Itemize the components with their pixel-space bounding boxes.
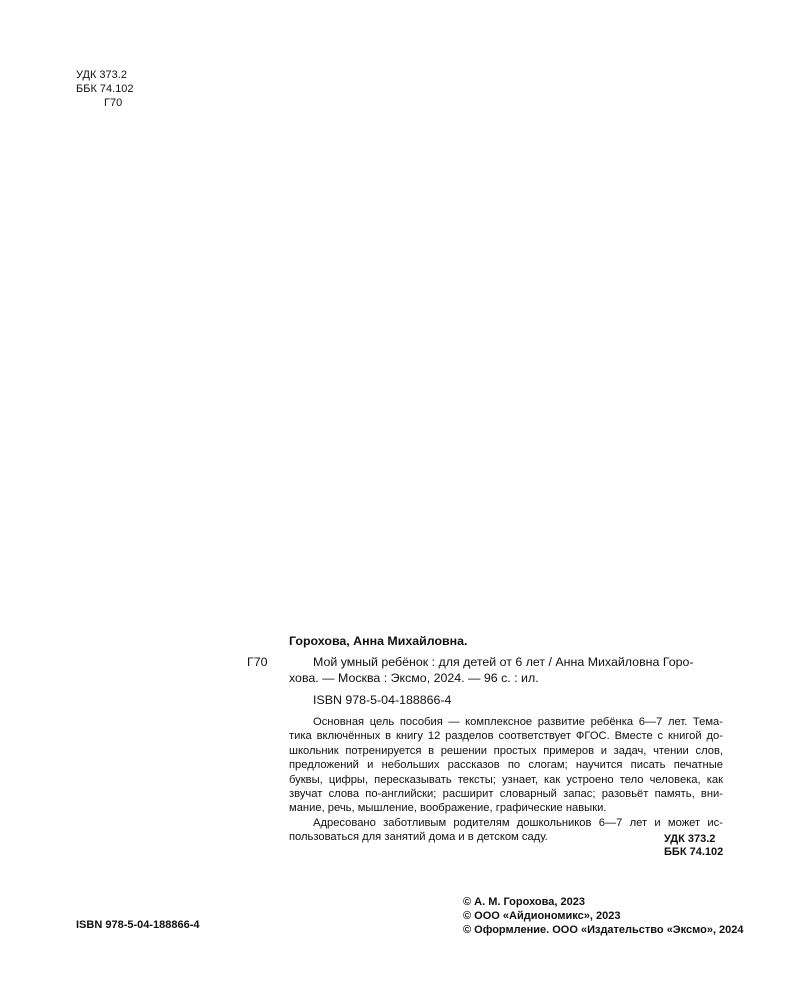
copyright-block <box>463 895 744 937</box>
title-line-2: хова. — Москва : Эксмо, 2024. — 96 с. : ил. <box>289 671 539 685</box>
copyright-line: © Оформление. ООО «Издательство «Эксмо», 2024 <box>463 924 744 936</box>
annotation-line: тика включённых в книгу 12 разделов соответствует ФГОС. Вместе с книгой до- <box>289 730 723 743</box>
title-block <box>313 655 723 671</box>
record-author-mark: Г70 <box>247 655 268 669</box>
annotation-line: звучат слова по-английски; расширит словарный запас; разовьёт память, вни- <box>289 788 723 801</box>
title-line-1: Мой умный ребёнок : для детей от 6 лет / Анна Михайловна Горо- <box>313 655 694 669</box>
annotation-line: предложений и небольших рассказов по слогам; научится писать печатные <box>289 759 723 772</box>
top-udk: УДК 373.2 <box>76 69 127 81</box>
record-isbn: ISBN 978-5-04-188866-4 <box>313 693 452 707</box>
copyright-line: © ООО «Айдиономикс», 2023 <box>463 910 621 922</box>
top-bbk: ББК 74.102 <box>76 83 134 95</box>
annotation-line: школьник потренируется в решении простых примеров и задач, чтении слов, <box>289 744 723 757</box>
record-udk: УДК 373.2 <box>664 833 716 845</box>
annotation-line: мание, речь, мышление, воображение, графические навыки. <box>289 802 607 815</box>
title-block-cont <box>289 671 539 687</box>
author-heading: Горохова, Анна Михайловна. <box>289 634 468 648</box>
bottom-isbn: ISBN 978-5-04-188866-4 <box>76 919 200 931</box>
audience-line: Адресовано заботливым родителям дошкольников 6—7 лет и может ис- <box>313 816 723 829</box>
annotation <box>289 715 723 845</box>
record-bbk: ББК 74.102 <box>664 846 724 858</box>
annotation-line: буквы, цифры, пересказывать тексты; узнает, как устроено тело человека, как <box>289 773 723 786</box>
copyright-line: © А. М. Горохова, 2023 <box>463 896 585 908</box>
audience-line: пользоваться для занятий дома и в детском саду. <box>289 831 548 844</box>
top-author-mark: Г70 <box>104 97 123 109</box>
annotation-line: Основная цель пособия — комплексное развитие ребёнка 6—7 лет. Тема- <box>313 716 723 728</box>
